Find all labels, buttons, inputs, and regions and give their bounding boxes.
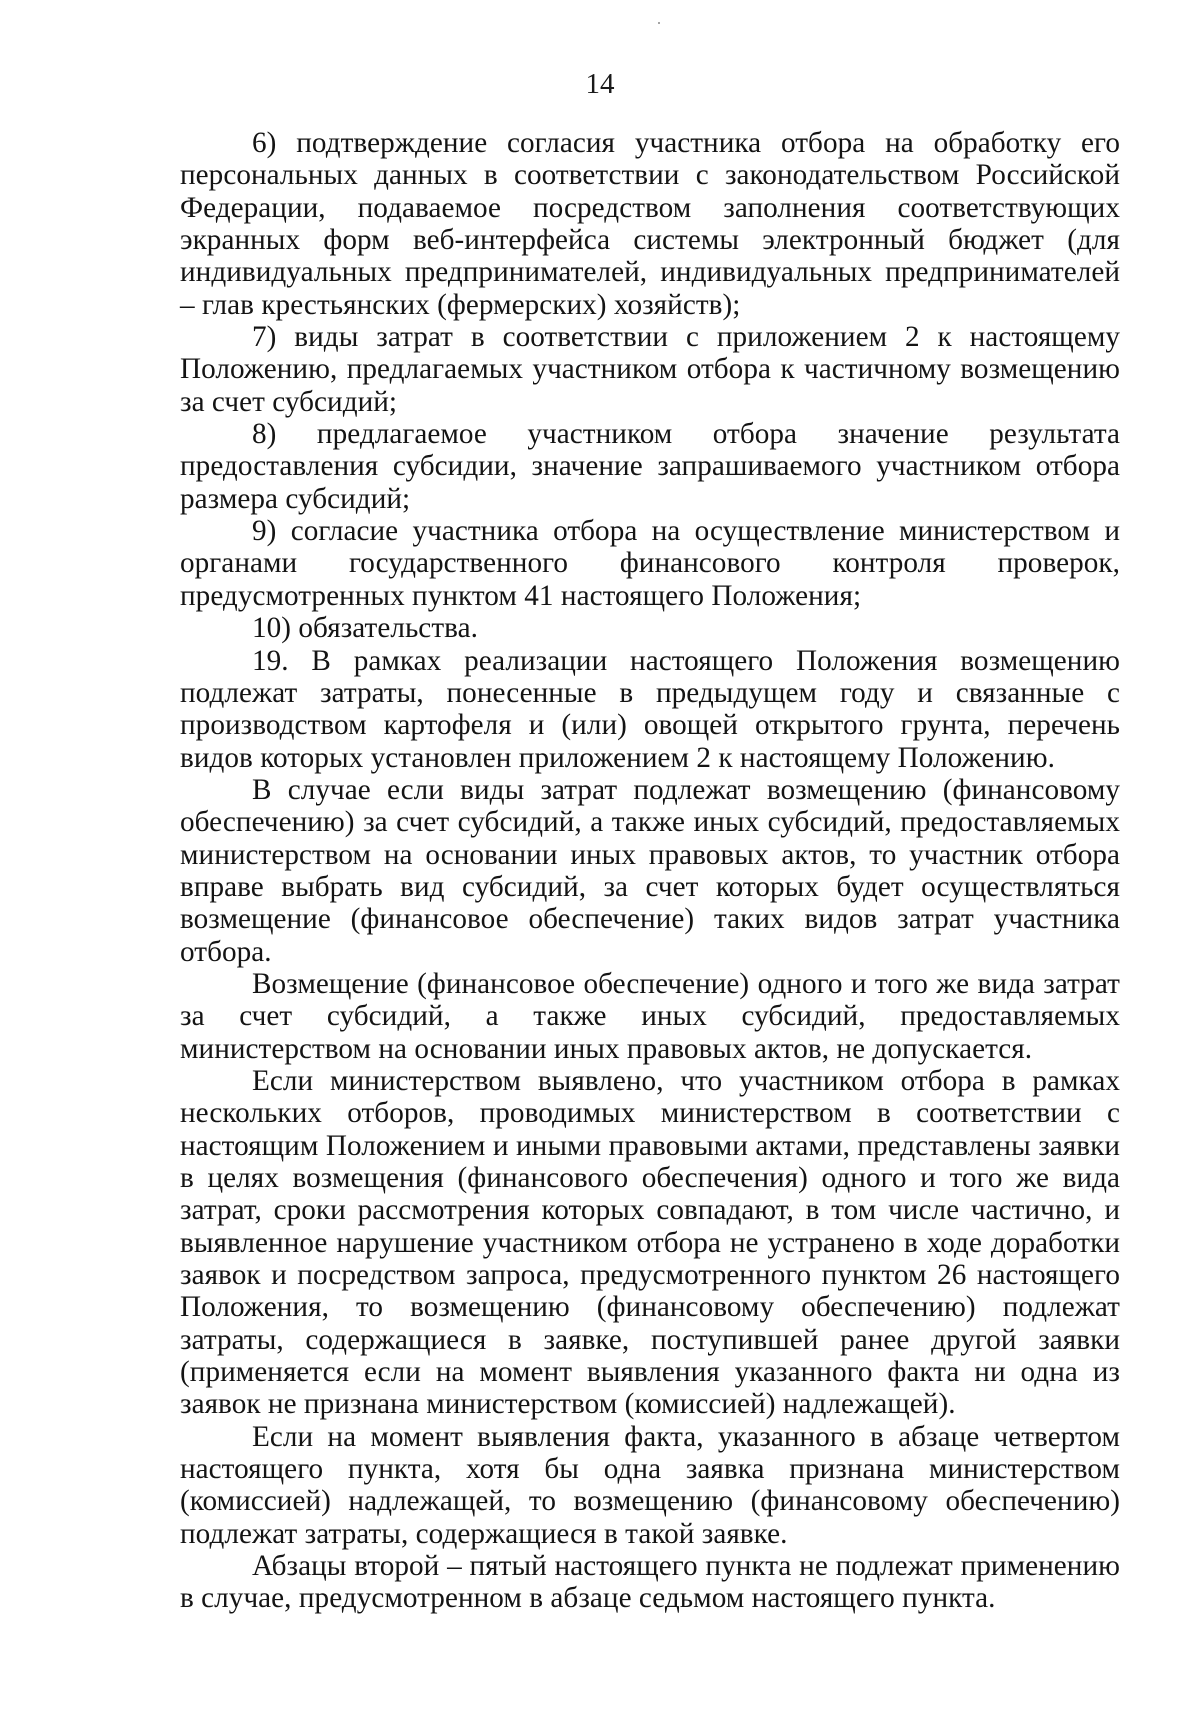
paragraph-item-10: 10) обязательства. xyxy=(252,612,478,645)
paragraph-clause-19-abzac-4: Если министерством выявлено, что участником отбора в рамках нескольких отборов, проводимых министерством в соответствии с настоящим Положением и иными правовыми актами, представлены заявки в целях возмещения (финансового обеспечения) одного и того же вида затрат, сроки рассмотрения которых совпадают, в том числе частично, и выявленное нарушение участником отбора не устранено в ходе доработки заявок и посредством запроса, предусмотренного пунктом 26 настоящего Положения, то возмещению (финансовому обеспечению) подлежат затраты, содержащиеся в заявке, поступившей ранее другой заявки (применяется если на момент выявления указанного факта ни одна из заявок не признана министерством (комиссией) надлежащей). xyxy=(180,1064,1120,1421)
paragraph-item-8: 8) предлагаемое участником отбора значение результата предоставления субсидии, значение запрашиваемого участником отбора размера субсидий; xyxy=(180,418,1120,515)
paragraph-clause-19: 19. В рамках реализации настоящего Положения возмещению подлежат затраты, понесенные в предыдущем году и связанные с производством картофеля и (или) овощей открытого грунта, перечень видов которых установлен приложением 2 к настоящему Положению. xyxy=(180,644,1120,774)
paragraph-clause-19-abzac-5: Если на момент выявления факта, указанного в абзаце четвертом настоящего пункта, хотя бы одна заявка признана министерством (комиссией) надлежащей, то возмещению (финансовому обеспечению) подлежат затраты, содержащиеся в такой заявке. xyxy=(180,1420,1120,1550)
document-body xyxy=(180,127,1120,1615)
scan-speck xyxy=(658,22,660,24)
paragraph-clause-19-abzac-3: Возмещение (финансовое обеспечение) одного и того же вида затрат за счет субсидий, а также иных субсидий, предоставляемых министерством на основании иных правовых актов, не допускается. xyxy=(180,967,1120,1065)
paragraph-clause-19-abzac-6: Абзацы второй – пятый настоящего пункта не подлежат применению в случае, предусмотренном в абзаце седьмом настоящего пункта. xyxy=(180,1550,1120,1615)
page-number: 14 xyxy=(585,68,615,100)
paragraph-clause-19-abzac-2: В случае если виды затрат подлежат возмещению (финансовому обеспечению) за счет субсидий, а также иных субсидий, предоставляемых министерством на основании иных правовых актов, то участник отбора вправе выбрать вид субсидий, за счет которых будет осуществляться возмещение (финансовое обеспечение) таких видов затрат участника отбора. xyxy=(180,773,1120,968)
paragraph-item-6: 6) подтверждение согласия участника отбора на обработку его персональных данных в соответствии с законодательством Российской Федерации, подаваемое посредством заполнения соответствующих экранных форм веб-интерфейса системы электронный бюджет (для индивидуальных предпринимателей, индивидуальных предпринимателей – глав крестьянских (фермерских) хозяйств); xyxy=(180,127,1120,321)
paragraph-item-7: 7) виды затрат в соответствии с приложением 2 к настоящему Положению, предлагаемых участником отбора к частичному возмещению за счет субсидий; xyxy=(180,321,1120,418)
paragraph-item-9: 9) согласие участника отбора на осуществление министерством и органами государственного финансового контроля проверок, предусмотренных пунктом 41 настоящего Положения; xyxy=(180,515,1120,612)
